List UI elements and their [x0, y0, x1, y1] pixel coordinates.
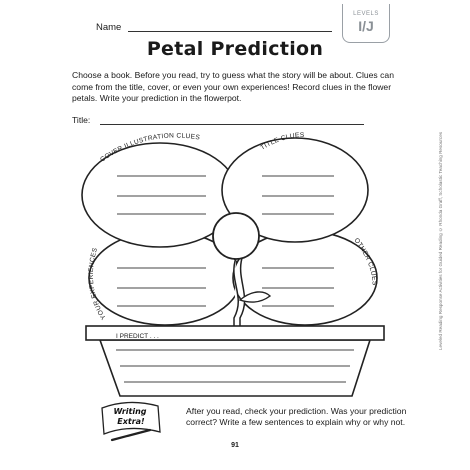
petal-label-title: TITLE CLUES	[259, 131, 305, 152]
flowerpot-body[interactable]	[100, 340, 370, 396]
title-field-label: Title:	[72, 115, 91, 125]
petal-label-cover: COVER ILLUSTRATION CLUES	[99, 132, 201, 164]
badge-line2: Extra!	[117, 417, 145, 426]
page-title: Petal Prediction	[146, 38, 324, 60]
name-label: Name	[96, 22, 122, 33]
badge-line1: Writing	[113, 407, 147, 416]
page-number: 91	[231, 442, 239, 449]
predict-label: I PREDICT . . .	[116, 333, 159, 340]
footer-instructions: After you read, check your prediction. Was your prediction correct? Write a few sentences to explain why or why not.	[186, 406, 407, 428]
side-credit: Leveled Reading Response Activities for Guided Reading © Rhonda Graff, Scholastic Teaching Resources	[438, 131, 443, 350]
writing-extra-badge	[102, 402, 160, 440]
instructions-text: Choose a book. Before you read, try to guess what the story will be about. Clues can come from the title, cover, or even your own experiences! Record clues in the flower petals. Write your prediction in the flowerpot.	[72, 70, 394, 103]
level-label: LEVELS	[353, 11, 379, 17]
flower-center	[213, 213, 259, 259]
petal-label-other: OTHER CLUES	[352, 237, 378, 286]
level-value: I/J	[358, 18, 374, 34]
pencil-icon	[112, 430, 150, 440]
petal-label-experiences: YOUR EXPERIENCES	[87, 246, 108, 321]
